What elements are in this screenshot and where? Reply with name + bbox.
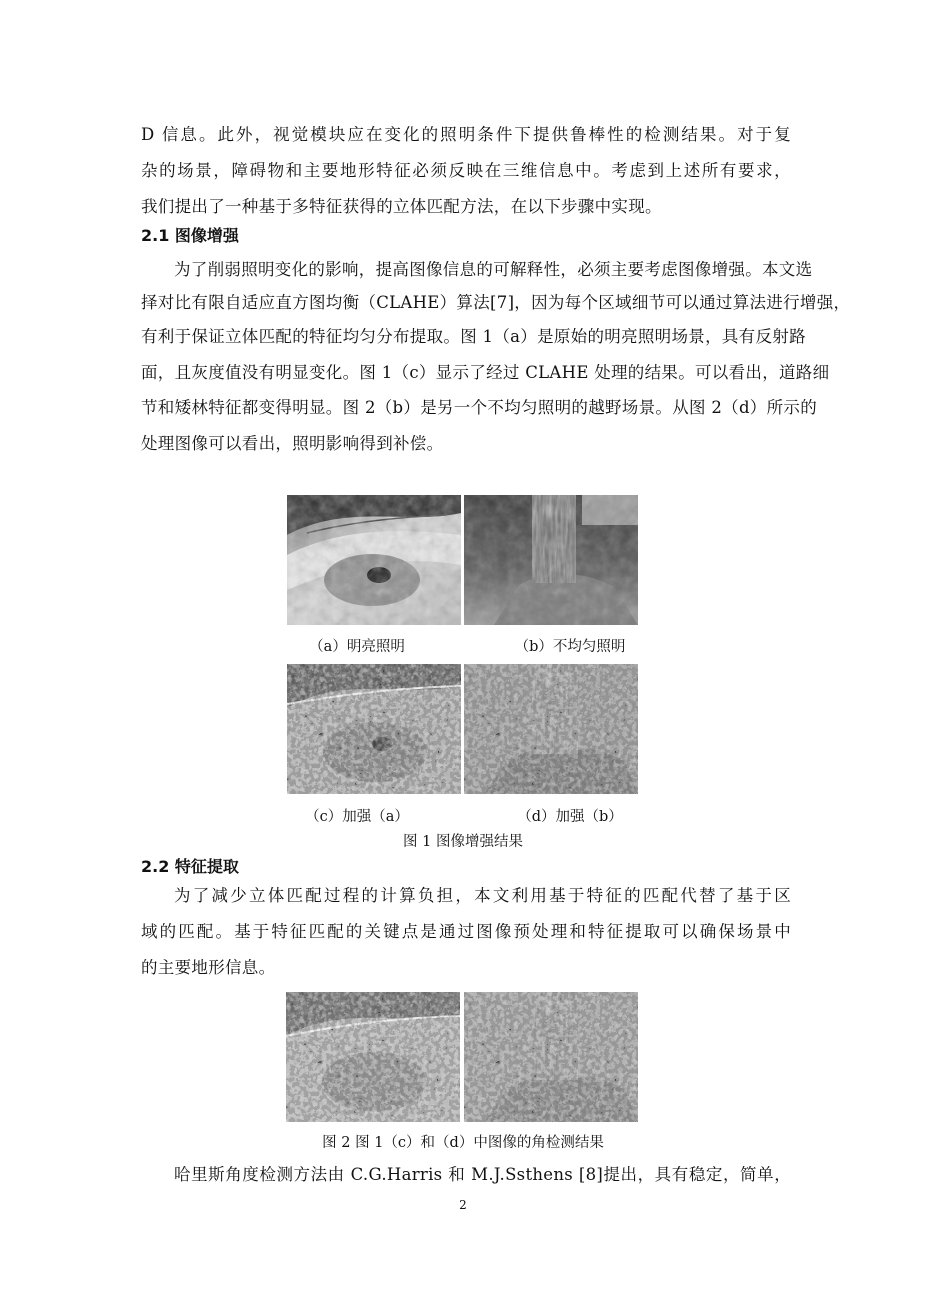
- figure-2-left-image: [286, 992, 460, 1122]
- paragraph-line: 处理图像可以看出，照明影响得到补偿。: [141, 434, 444, 453]
- paragraph-line: 节和矮林特征都变得明显。图 2（b）是另一个不均匀照明的越野场景。从图 2（d）所示的: [141, 398, 818, 417]
- intro-line-2: 杂的场景，障碍物和主要地形特征必须反映在三维信息中。考虑到上述所有要求，: [141, 161, 791, 180]
- paragraph-line: 为了削弱照明变化的影响，提高图像信息的可解释性，必须主要考虑图像增强。本文选: [174, 260, 813, 279]
- figure-1c-caption: （c）加强（a）: [305, 809, 409, 825]
- figure-1b-caption: （b）不均匀照明: [514, 639, 626, 655]
- intro-line-3: 我们提出了一种基于多特征获得的立体匹配方法，在以下步骤中实现。: [141, 197, 662, 216]
- figure-2-right-image: [464, 992, 638, 1122]
- figure-1c-image: [287, 664, 461, 794]
- page-number: 2: [459, 1198, 467, 1212]
- paragraph-line: 有利于保证立体匹配的特征均匀分布提取。图 1（a）是原始的明亮照明场景，具有反射路: [141, 327, 806, 346]
- figure-1d-caption: （d）加强（b）: [517, 809, 623, 825]
- figure-2-caption: 图 2 图 1（c）和（d）中图像的角检测结果: [322, 1135, 604, 1151]
- figure-1b-image: [464, 495, 638, 625]
- figure-1-caption: 图 1 图像增强结果: [403, 834, 523, 850]
- paragraph-line: 哈里斯角度检测方法由 C.G.Harris 和 M.J.Ssthens [8]提出，具有稳定，简单，: [174, 1165, 791, 1184]
- paragraph-line: 择对比有限自适应直方图均衡（CLAHE）算法[7]，因为每个区域细节可以通过算法进行增强，: [141, 293, 851, 312]
- figure-1a-caption: （a）明亮照明: [309, 639, 405, 655]
- paragraph-line: 为了减少立体匹配过程的计算负担，本文利用基于特征的匹配代替了基于区: [174, 886, 791, 905]
- figure-1d-image: [464, 664, 638, 794]
- paragraph-line: 面，且灰度值没有明显变化。图 1（c）显示了经过 CLAHE 处理的结果。可以看出，道路细: [141, 363, 830, 382]
- figure-1a-image: [287, 495, 461, 625]
- section-heading-2-2: 2.2 特征提取: [141, 857, 239, 876]
- section-heading-2-1: 2.1 图像增强: [141, 226, 239, 245]
- paragraph-line: 域的匹配。基于特征匹配的关键点是通过图像预处理和特征提取可以确保场景中: [141, 922, 791, 941]
- intro-line-1: D 信息。此外，视觉模块应在变化的照明条件下提供鲁棒性的检测结果。对于复: [141, 125, 791, 144]
- paragraph-line: 的主要地形信息。: [141, 958, 276, 977]
